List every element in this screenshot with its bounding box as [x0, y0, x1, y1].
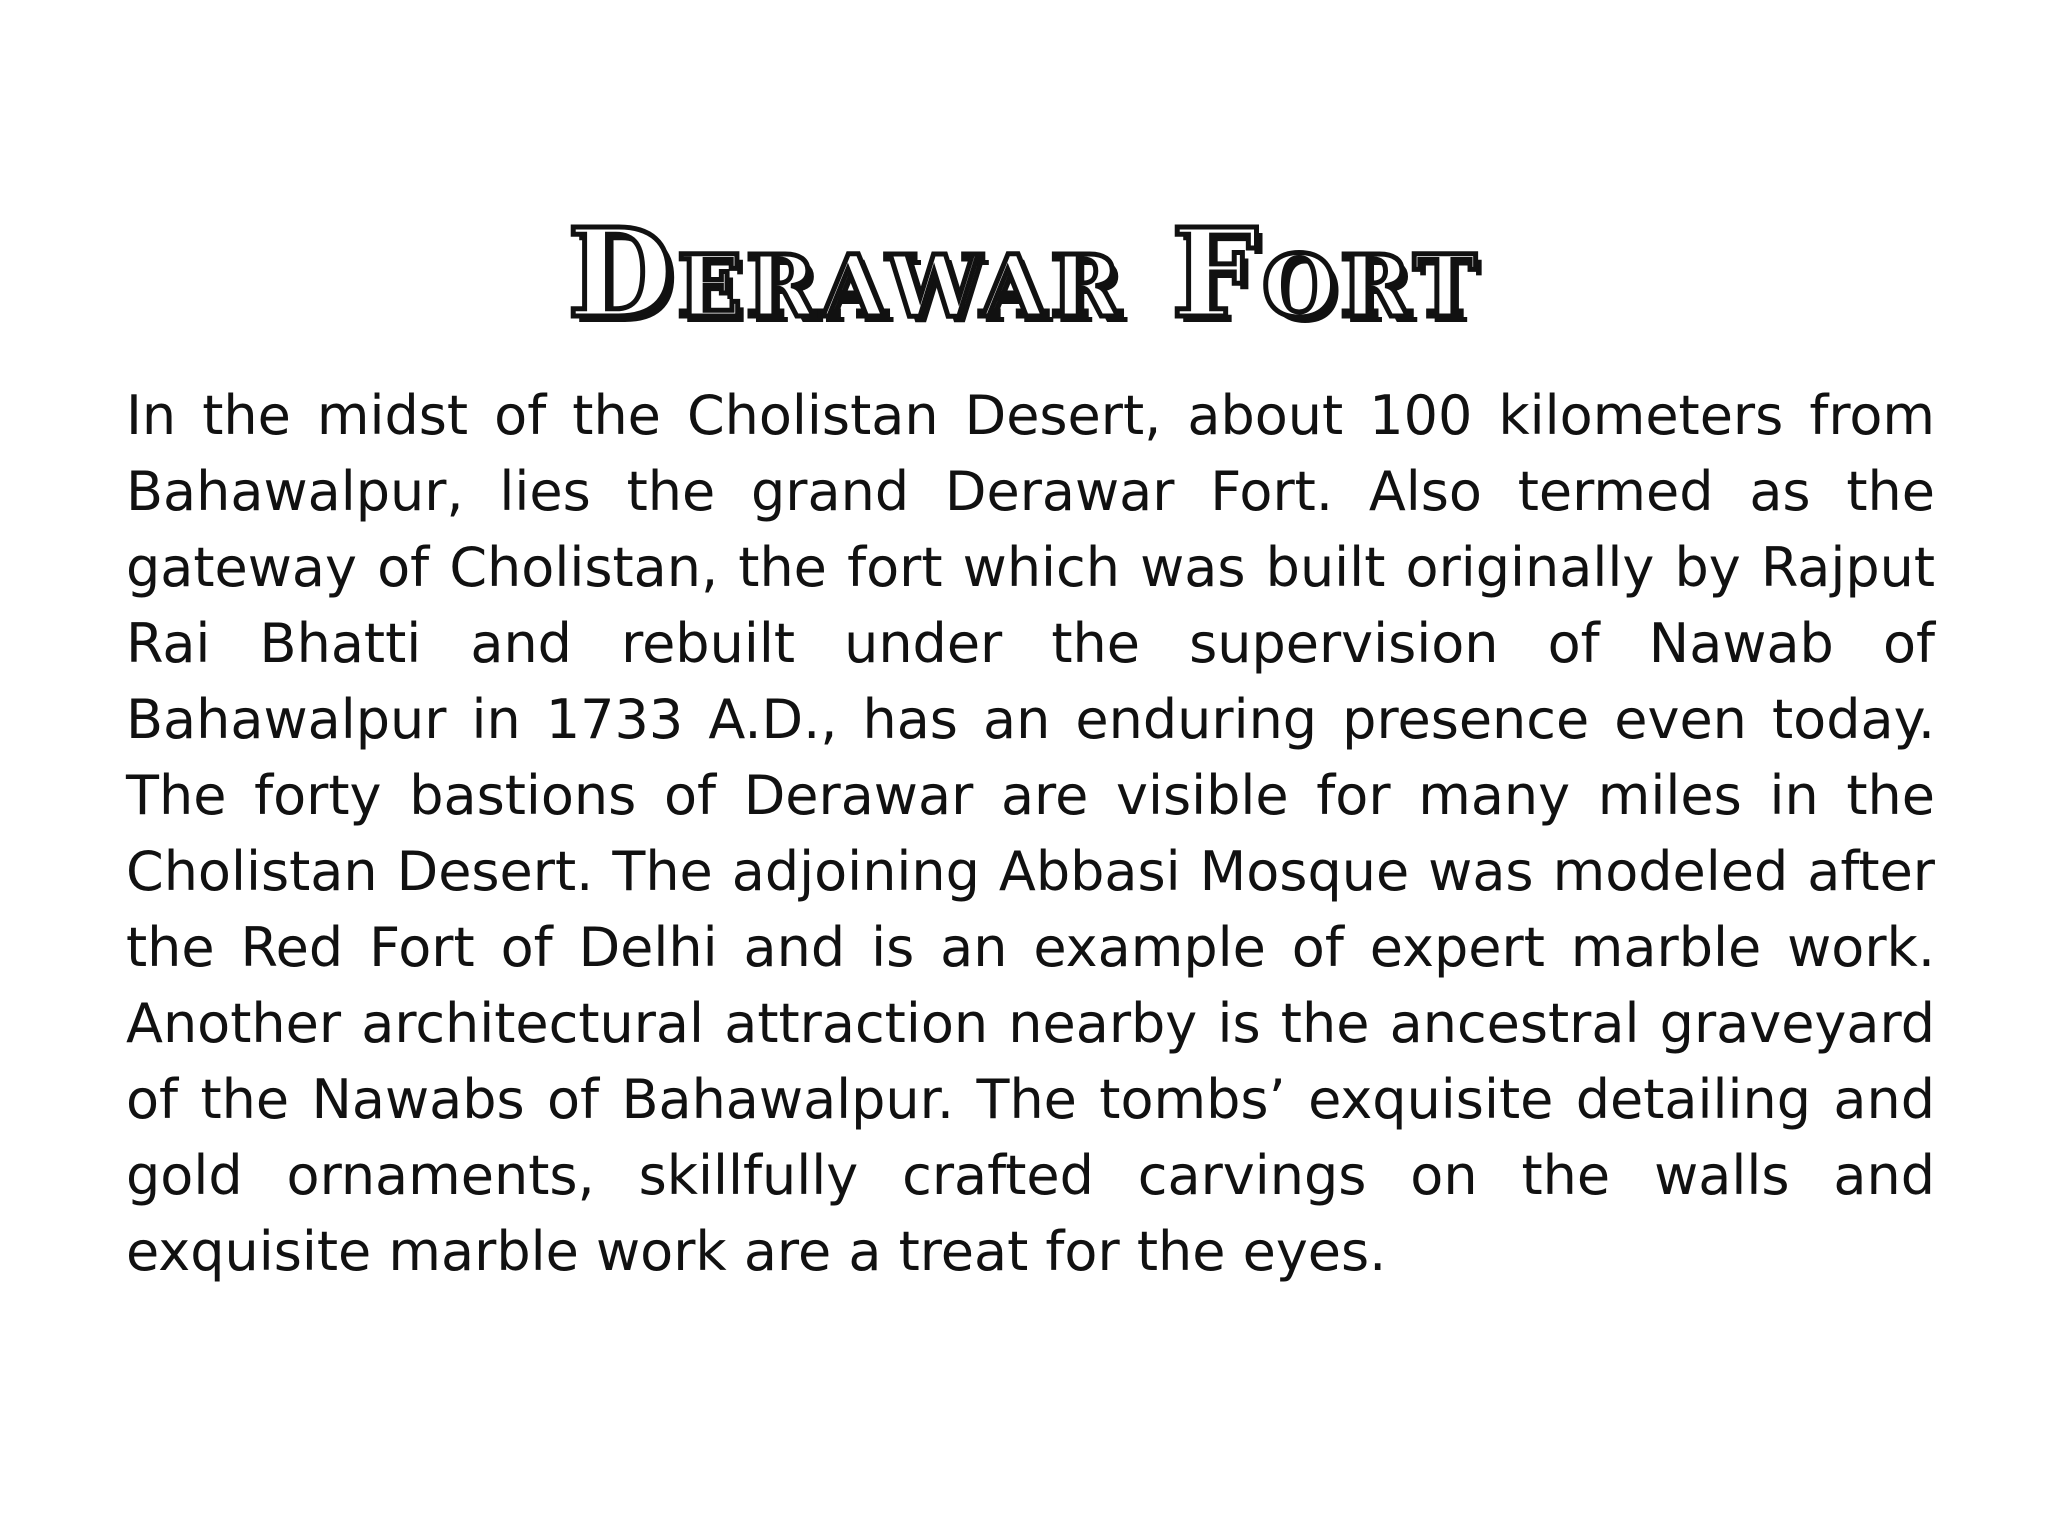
- slide-title: Derawar Fort: [567, 200, 1481, 345]
- body-paragraph: In the midst of the Cholistan Desert, about 100 kilometers from Bahawalpur, lies the grand Derawar Fort. Also termed as the gateway of Cholistan, the fort which was built originally by Rajput Rai Bhatti and rebuilt under the supervision of Nawab of Bahawalpur in 1733 A.D., has an enduring presence even today. The forty bastions of Derawar are visible for many miles in the Cholistan Desert. The adjoining Abbasi Mosque was modeled after the Red Fort of Delhi and is an example of expert marble work. Another architectural attraction nearby is the ancestral graveyard of the Nawabs of Bahawalpur. The tombs’ exquisite detailing and gold ornaments, skillfully crafted carvings on the walls and exquisite marble work are a treat for the eyes.: [126, 384, 1935, 1283]
